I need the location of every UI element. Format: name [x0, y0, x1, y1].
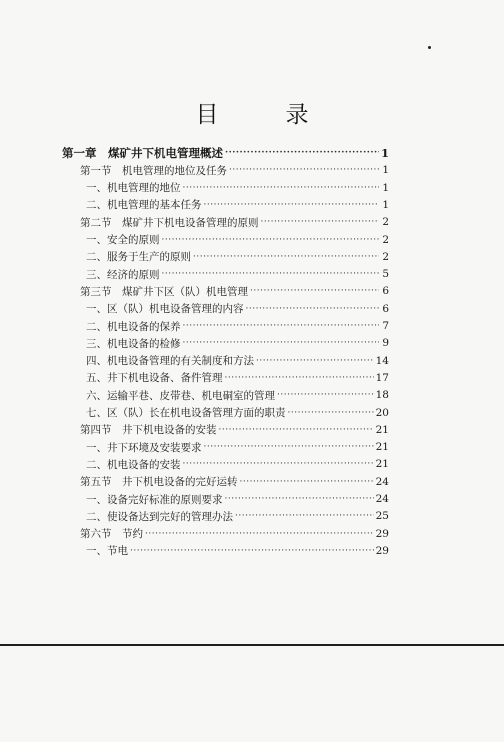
toc-leader-dots	[277, 390, 374, 400]
toc-page-number: 17	[375, 371, 389, 384]
toc-leader-dots	[246, 304, 380, 314]
toc-page-number: 25	[375, 510, 389, 523]
toc-entry-label: 一、机电管理的地位	[86, 182, 181, 195]
toc-leader-dots	[130, 546, 374, 556]
toc-entry-label: 第一节 机电管理的地位及任务	[80, 164, 227, 177]
toc-leader-dots	[183, 183, 380, 193]
toc-section-row	[0, 161, 504, 179]
toc-entry-label: 一、井下环境及安装要求	[86, 441, 202, 454]
toc-page-number: 2	[382, 216, 389, 229]
toc-leader-dots	[219, 425, 374, 435]
page-title: 目 录	[195, 102, 331, 128]
toc-leader-dots	[250, 286, 379, 296]
toc-entry-label: 二、机电设备的保养	[86, 320, 181, 333]
toc-page-number: 21	[375, 423, 389, 436]
toc-leader-dots	[193, 252, 379, 262]
toc-entry-label: 四、机电设备管理的有关制度和方法	[86, 355, 254, 368]
toc-page-number: 18	[375, 389, 389, 402]
toc-leader-dots	[204, 442, 374, 452]
toc-subsection-row	[0, 265, 504, 283]
toc-entry-label: 二、机电管理的基本任务	[86, 199, 202, 212]
toc-page-number: 6	[382, 302, 389, 315]
toc-entry-label: 第一章 煤矿井下机电管理概述	[62, 146, 223, 160]
toc-entry-label: 第二节 煤矿井下机电设备管理的原则	[80, 216, 259, 229]
toc-page-number: 1	[382, 198, 389, 211]
toc-leader-dots	[229, 165, 379, 175]
toc-section-row	[0, 525, 504, 543]
bottom-rule	[0, 644, 504, 646]
toc-leader-dots	[204, 200, 380, 210]
toc-leader-dots	[261, 217, 380, 227]
toc-entry-label: 一、设备完好标准的原则要求	[86, 493, 223, 506]
toc-section-row	[0, 282, 504, 300]
toc-leader-dots	[183, 321, 380, 331]
toc-subsection-row	[0, 196, 504, 214]
toc-page-number: 2	[382, 233, 389, 246]
toc-subsection-row	[0, 179, 504, 197]
toc-entry-label: 一、安全的原则	[86, 234, 160, 246]
toc-section-row	[0, 213, 504, 231]
toc-entry-label: 五、井下机电设备、备件管理	[86, 372, 223, 385]
toc-page-number: 21	[375, 441, 389, 454]
toc-subsection-row	[0, 317, 504, 335]
toc-leader-dots	[162, 269, 380, 279]
toc-leader-dots	[225, 373, 374, 383]
scan-speck	[428, 46, 431, 49]
toc-subsection-row	[0, 248, 504, 266]
toc-subsection-row	[0, 300, 504, 318]
toc-leader-dots	[240, 477, 374, 487]
toc-leader-dots	[288, 408, 374, 418]
toc-subsection-row	[0, 386, 504, 404]
toc-entry-label: 二、服务于生产的原则	[86, 251, 191, 264]
toc-leader-dots	[162, 235, 380, 245]
toc-subsection-row	[0, 231, 504, 249]
toc-entry-label: 第五节 井下机电设备的完好运转	[80, 476, 238, 489]
toc-subsection-row	[0, 455, 504, 473]
toc-subsection-row	[0, 542, 504, 560]
toc-subsection-row	[0, 507, 504, 525]
toc-page-number: 2	[382, 250, 389, 263]
toc-entry-label: 一、节电	[86, 545, 128, 558]
toc-page-number: 5	[382, 268, 389, 281]
toc-chapter-row	[0, 144, 504, 162]
toc-page-number: 20	[375, 406, 389, 419]
toc-leader-dots	[235, 511, 374, 521]
toc-page-number: 6	[382, 285, 389, 298]
toc-subsection-row	[0, 369, 504, 387]
toc-page-number: 7	[382, 320, 389, 332]
toc-page-number: 24	[375, 493, 389, 505]
toc-section-row	[0, 473, 504, 491]
toc-entry-label: 七、区（队）长在机电设备管理方面的职责	[86, 407, 286, 419]
toc-entry-label: 二、使设备达到完好的管理办法	[86, 510, 233, 523]
toc-page-number: 29	[375, 527, 389, 540]
toc-entry-label: 三、机电设备的检修	[86, 337, 181, 350]
toc-subsection-row	[0, 352, 504, 370]
toc-leader-dots	[225, 494, 374, 504]
toc-leader-dots	[183, 459, 374, 469]
toc-page-number: 24	[375, 475, 389, 488]
toc-subsection-row	[0, 404, 504, 422]
toc-page-number: 21	[375, 458, 389, 471]
toc-page-number: 1	[380, 146, 389, 160]
toc-subsection-row	[0, 438, 504, 456]
toc-entry-label: 第三节 煤矿井下区（队）机电管理	[80, 285, 248, 298]
toc-entry-label: 一、区（队）机电设备管理的内容	[86, 303, 244, 316]
toc-leader-dots	[145, 529, 374, 539]
toc-leader-dots	[183, 338, 380, 348]
toc-entry-label: 三、经济的原则	[86, 268, 160, 281]
toc-subsection-row	[0, 490, 504, 508]
toc-page-number: 9	[382, 337, 389, 350]
toc-section-row	[0, 421, 504, 439]
toc-entry-label: 六、运输平巷、皮带巷、机电硐室的管理	[86, 389, 275, 402]
toc-page-number: 29	[375, 544, 389, 557]
toc-page-number: 1	[382, 181, 389, 194]
toc-leader-dots	[225, 148, 379, 158]
toc-entry-label: 第四节 井下机电设备的安装	[80, 424, 217, 437]
toc-leader-dots	[256, 356, 374, 366]
toc-entry-label: 第六节 节约	[80, 528, 143, 541]
toc-page-number: 1	[382, 164, 389, 177]
toc-page-number: 14	[375, 354, 389, 367]
toc-entry-label: 二、机电设备的安装	[86, 458, 181, 471]
toc-subsection-row	[0, 334, 504, 352]
